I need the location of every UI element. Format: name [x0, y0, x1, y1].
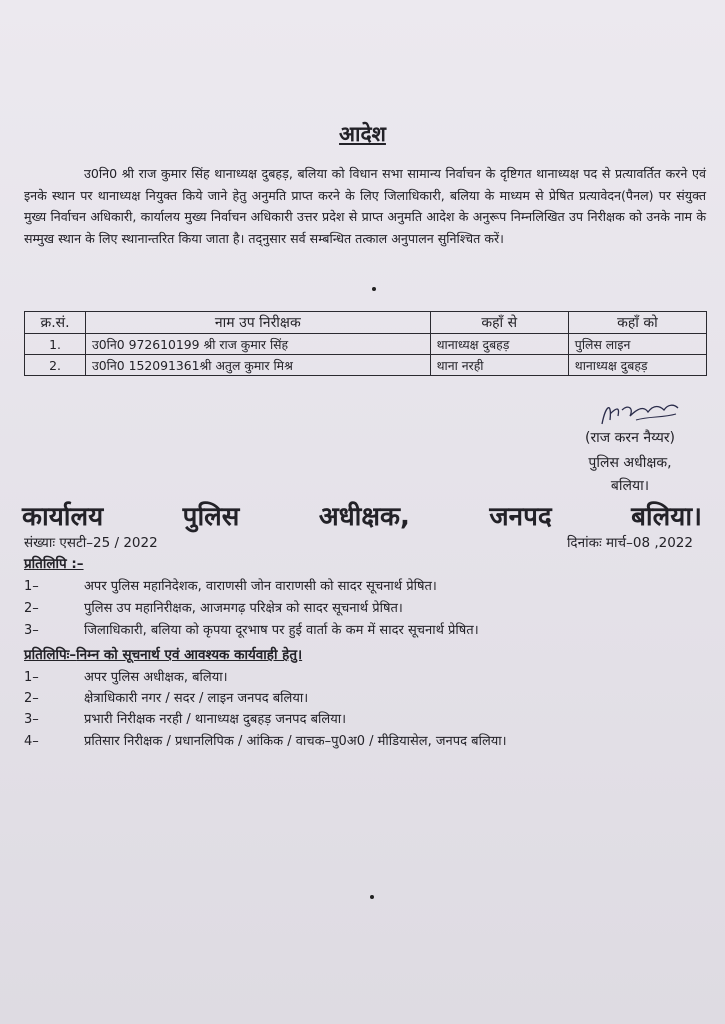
list-item	[24, 688, 308, 706]
list-item-number: 1–	[24, 579, 39, 594]
ink-dot	[372, 287, 376, 291]
copy-heading-2-label: प्रतिलिपिः–	[24, 647, 77, 663]
list-item-text: जिलाधिकारी, बलिया को कृपया दूरभाष पर हुई वार्ता के कम में सादर सूचनार्थ प्रेषित।	[84, 623, 479, 638]
ink-dot	[370, 895, 374, 899]
list-item-number: 2–	[24, 601, 39, 616]
row-to: थानाध्यक्ष दुबहड़	[568, 355, 706, 376]
signatory-name: (राज करन नैय्यर)	[584, 430, 676, 446]
list-item	[24, 667, 228, 685]
list-item-text: अपर पुलिस महानिदेशक, वाराणसी जोन वाराणसी को सादर सूचनार्थ प्रेषित।	[84, 579, 437, 594]
row-from: थाना नरही	[430, 355, 568, 376]
list-item-number: 3–	[24, 623, 39, 638]
transfer-table	[24, 311, 707, 376]
list-item-number: 2–	[24, 691, 39, 706]
office-heading-word: जनपद	[489, 502, 552, 532]
list-item	[24, 576, 437, 594]
list-item	[24, 709, 346, 727]
signatory-designation: पुलिस अधीक्षक,	[588, 455, 672, 471]
header-from: कहाँ से	[430, 312, 568, 334]
list-item	[24, 598, 403, 616]
office-heading-word: कार्यालय	[22, 502, 104, 532]
row-serial: 2.	[25, 355, 86, 376]
header-serial: क्र.सं.	[25, 312, 86, 334]
row-serial: 1.	[25, 334, 86, 355]
order-paragraph	[24, 163, 706, 249]
page-title: आदेश	[339, 122, 386, 146]
copy-heading-1: प्रतिलिपि :–	[24, 556, 84, 572]
order-paragraph-text: उ0नि0 श्री राज कुमार सिंह थानाध्यक्ष दुबहड़, बलिया को विधान सभा सामान्य निर्वाचन के दृष्टिगत थानाध्यक्ष पद से प्रत्यावर्तित करने एवं इनके स्थान पर थानाध्यक्ष नियुक्त किये जाने हेतु अनुमति प्राप्त करने के लिए जिलाधिकारी, बलिया के माध्यम से प्रेषित प्रत्यावेदन(पैनल) पर संयुक्त मुख्य निर्वाचन अधिकारी, कार्यालय मुख्य निर्वाचन अधिकारी उत्तर प्रदेश से प्राप्त अनुमति आदेश के अनुरूप निम्नलिखित उप निरीक्षक को उनके नाम के सम्मुख स्थान के लिए स्थानान्तरित किया जाता है। तद्नुसार सर्व सम्बन्धित तत्काल अनुपालन सुनिश्चित करें।	[24, 166, 706, 246]
office-heading-word: पुलिस	[182, 502, 240, 532]
row-from: थानाध्यक्ष दुबहड़	[430, 334, 568, 355]
row-to: पुलिस लाइन	[568, 334, 706, 355]
office-heading	[22, 497, 702, 533]
list-item-text: क्षेत्राधिकारी नगर / सदर / लाइन जनपद बलिया।	[84, 691, 309, 706]
list-item-number: 3–	[24, 712, 39, 727]
row-name: उ0नि0 152091361श्री अतुल कुमार मिश्र	[86, 355, 431, 376]
reference-date: दिनांकः मार्च–08 ,2022	[566, 535, 693, 551]
list-item-text: प्रतिसार निरीक्षक / प्रधानलिपिक / आंकिक / वाचक–पु0अ0 / मीडियासेल, जनपद बलिया।	[84, 734, 507, 749]
copy-heading-2-tail: निम्न को सूचनार्थ एवं आवश्यक कार्यवाही हेतु।	[76, 647, 303, 663]
copy-heading-2	[24, 645, 302, 663]
list-item-text: प्रभारी निरीक्षक नरही / थानाध्यक्ष दुबहड़ जनपद बलिया।	[84, 712, 347, 727]
table-row	[25, 334, 707, 355]
list-item-text: पुलिस उप महानिरीक्षक, आजमगढ़ परिक्षेत्र को सादर सूचनार्थ प्रेषित।	[84, 601, 403, 616]
office-heading-word: अधीक्षक,	[318, 502, 410, 532]
table-header-row	[25, 312, 707, 334]
reference-number: संख्याः एसटी–25 / 2022	[24, 535, 158, 551]
header-name: नाम उप निरीक्षक	[86, 312, 431, 334]
list-item-text: अपर पुलिस अधीक्षक, बलिया।	[84, 670, 228, 685]
list-item	[24, 620, 479, 638]
list-item-number: 1–	[24, 670, 39, 685]
list-item	[24, 731, 507, 749]
list-item-number: 4–	[24, 734, 39, 749]
header-to: कहाँ को	[568, 312, 706, 334]
office-heading-word: बलिया।	[631, 502, 702, 532]
signatory-place: बलिया।	[610, 478, 650, 494]
table-row	[25, 355, 707, 376]
row-name: उ0नि0 972610199 श्री राज कुमार सिंह	[86, 334, 431, 355]
